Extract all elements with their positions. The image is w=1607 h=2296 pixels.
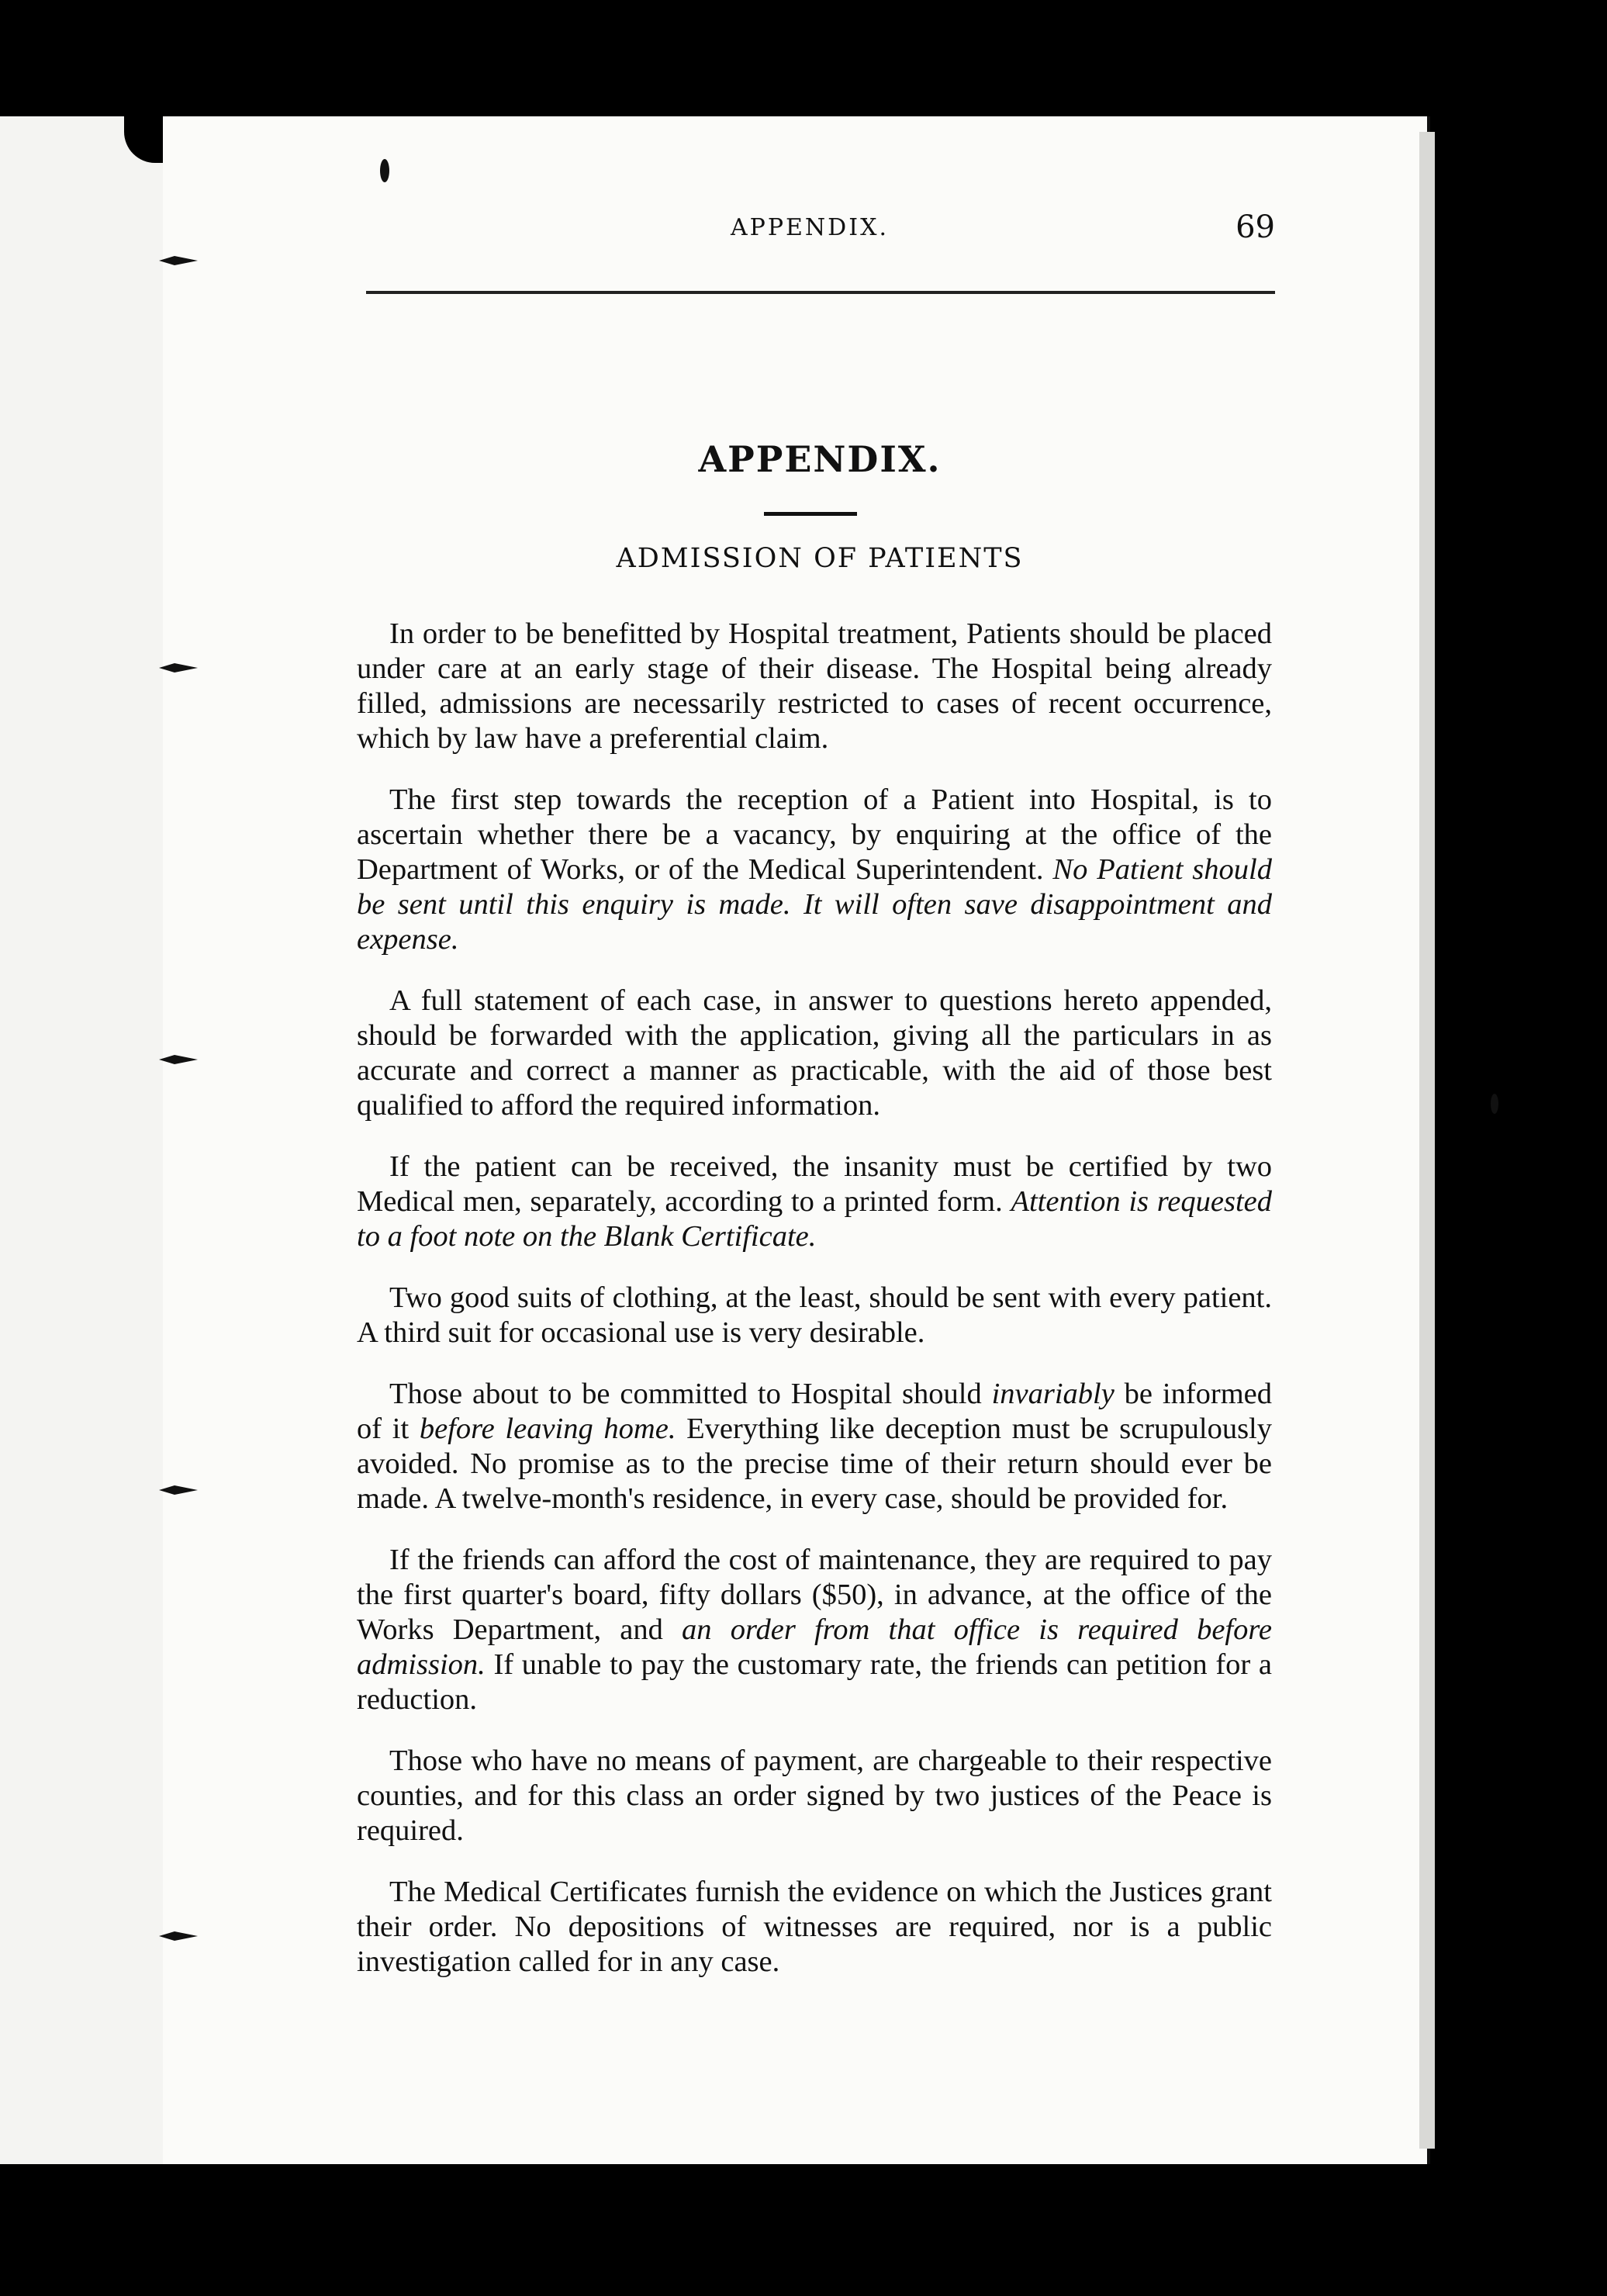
body-text — [357, 617, 1272, 2006]
italic-emphasis: an order from that office is required before admission. — [357, 1613, 1272, 1681]
running-head — [365, 209, 1275, 256]
paragraph: If the friends can afford the cost of maintenance, they are required to pay the first quarter's board, fifty dollars ($50), in advance, at the office of the Works Department, and an order from that office is required before admission. If unable to pay the customary rate, the friends can petition for a reduction. — [357, 1544, 1272, 1716]
paragraph: The first step towards the reception of a Patient into Hospital, is to ascertain whether there be a vacancy, by enquiring at the office of the Department of Works, or of the Medical Superintendent. No Patient should be sent until this enquiry is made. It will often save disappointment and expense. — [357, 783, 1272, 956]
running-head-title: APPENDIX. — [731, 214, 889, 241]
paragraph: Those who have no means of payment, are chargeable to their respective counties, and for this class an order signed by two justices of the Peace is required. — [357, 1744, 1272, 1847]
page-edge-shadow — [1419, 132, 1435, 2149]
facing-page-edge — [0, 116, 182, 2164]
section-heading: ADMISSION OF PATIENTS — [616, 543, 1024, 574]
ink-speck — [1491, 1094, 1498, 1114]
paragraph: If the patient can be received, the insanity must be certified by two Medical men, separately, according to a printed form. Attention is requested to a foot note on the Blank Certificate. — [357, 1150, 1272, 1253]
running-head-rule — [366, 291, 1275, 294]
italic-note: No Patient should be sent until this enquiry is made. It will often save disappointment and expense. — [357, 853, 1272, 956]
italic-emphasis: invariably — [991, 1378, 1115, 1410]
page-number: 69 — [1235, 209, 1275, 245]
italic-note: Attention is requested to a foot note on the Blank Certificate. — [357, 1185, 1272, 1253]
paragraph: Two good suits of clothing, at the least, should be sent with every patient. A third suit for occasional use is very desirable. — [357, 1281, 1272, 1349]
paragraph: The Medical Certificates furnish the evidence on which the Justices grant their order. No depositions of witnesses are required, nor is a public investigation called for in any case. — [357, 1876, 1272, 1978]
page-title: APPENDIX. — [698, 438, 942, 480]
paragraph: In order to be benefitted by Hospital treatment, Patients should be placed under care at an early stage of their disease. The Hospital being already filled, admissions are necessarily restricted to cases of recent occurrence, which by law have a preferential claim. — [357, 617, 1272, 755]
paragraph: Those about to be committed to Hospital should invariably be informed of it before leaving home. Everything like deception must be scrupulously avoided. No promise as to the precise time of their return should ever be made. A twelve-month's residence, in every case, should be provided for. — [357, 1378, 1272, 1515]
ink-speck — [380, 159, 389, 182]
title-rule — [764, 512, 857, 516]
paragraph: A full statement of each case, in answer to questions hereto appended, should be forwarded with the application, giving all the particulars in as accurate and correct a manner as practicable, with the aid of those best qualified to afford the required information. — [357, 984, 1272, 1122]
italic-emphasis: before leaving home. — [419, 1413, 676, 1445]
